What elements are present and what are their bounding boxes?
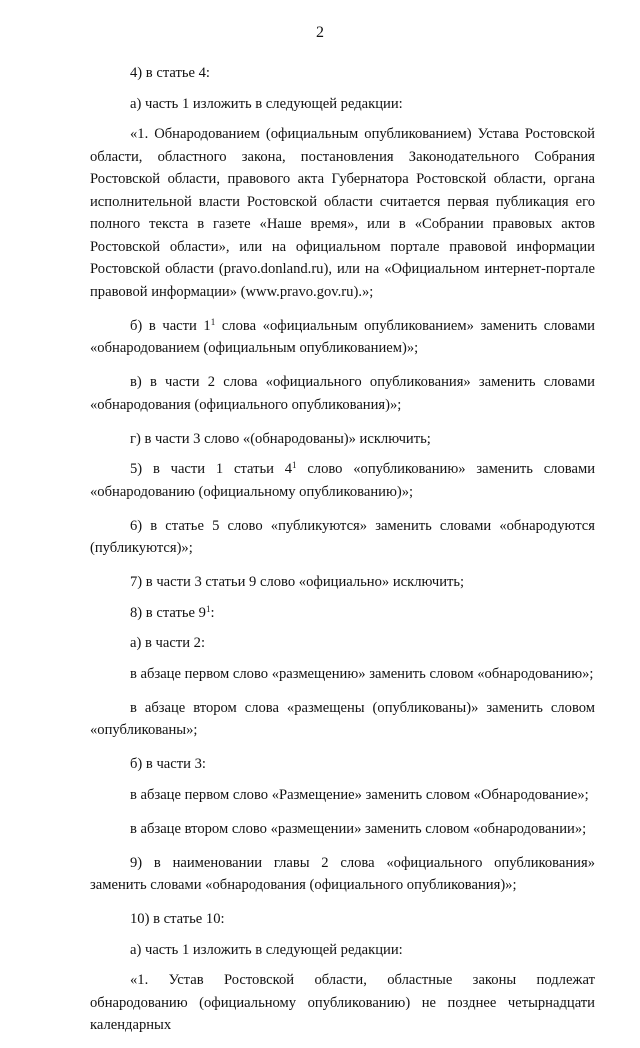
paragraph (90, 315, 595, 360)
paragraph (90, 602, 595, 625)
paragraph: в) в части 2 слова «официального опубликования» заменить словами «обнародования (официального опубликования)»; (90, 374, 595, 413)
paragraph: 10) в статье 10: (130, 911, 225, 927)
paragraph: в абзаце первом слово «размещению» заменить словом «обнародованию»; (130, 665, 594, 682)
paragraph: а) часть 1 изложить в следующей редакции: (130, 941, 403, 958)
paragraph-text: 8) в статье 9 (130, 604, 206, 621)
paragraph: 4) в статье 4: (130, 65, 210, 81)
document-body (90, 62, 595, 1048)
paragraph: б) в части 3: (130, 756, 206, 772)
paragraph-text: слово «опубликованию» заменить словами «обнародованию (официальному опубликованию)»; (90, 461, 595, 500)
paragraph: а) часть 1 изложить в следующей редакции: (130, 95, 403, 112)
paragraph: а) в части 2: (130, 635, 206, 651)
paragraph: «1. Обнародованием (официальным опубликованием) Устава Ростовской области, областного закона, постановления Законодательного Собрания Ростовской области, правового акта Губернатора Ростовской области, органа исполнительной власти Ростовской области считается первая публикация его полного текста в газете «Наше время», или в «Собрании правовых актов Ростовской области», или на официальном портале правовой информации Ростовской области (pravo.donland.ru), или на «Официальном интернет-портале правовой информации» (www.pravo.gov.ru).»; (90, 126, 595, 300)
paragraph (90, 458, 595, 503)
paragraph-text: слова «официальным опубликованием» заменить словами «обнародованием (официальным опубликованием)»; (90, 317, 595, 356)
paragraph: 6) в статье 5 слово «публикуются» заменить словами «обнародуются (публикуются)»; (90, 517, 595, 556)
superscript: 1 (292, 460, 297, 470)
paragraph: 9) в наименовании главы 2 слова «официального опубликования» заменить словами «обнародования (официального опубликования)»; (90, 854, 595, 893)
superscript: 1 (210, 316, 216, 327)
paragraph: г) в части 3 слово «(обнародованы)» исключить; (130, 430, 431, 447)
paragraph: в абзаце втором слово «размещении» заменить словом «обнародовании»; (130, 820, 587, 837)
paragraph: в абзаце первом слово «Размещение» заменить словом «Обнародование»; (130, 786, 589, 803)
paragraph: в абзаце втором слова «размещены (опубликованы)» заменить словом «опубликованы»; (90, 699, 595, 738)
paragraph-text: : (210, 604, 215, 621)
paragraph-text: б) в части 1 (130, 317, 211, 334)
superscript: 1 (205, 603, 211, 614)
paragraph-text: 5) в части 1 статьи 4 (130, 461, 293, 477)
paragraph: 7) в части 3 статьи 9 слово «официально» исключить; (130, 574, 465, 590)
page-number: 2 (316, 24, 324, 41)
paragraph: «1. Устав Ростовской области, областные законы подлежат обнародованию (официальному опубликованию) не позднее четырнадцати календарных (90, 972, 595, 1033)
